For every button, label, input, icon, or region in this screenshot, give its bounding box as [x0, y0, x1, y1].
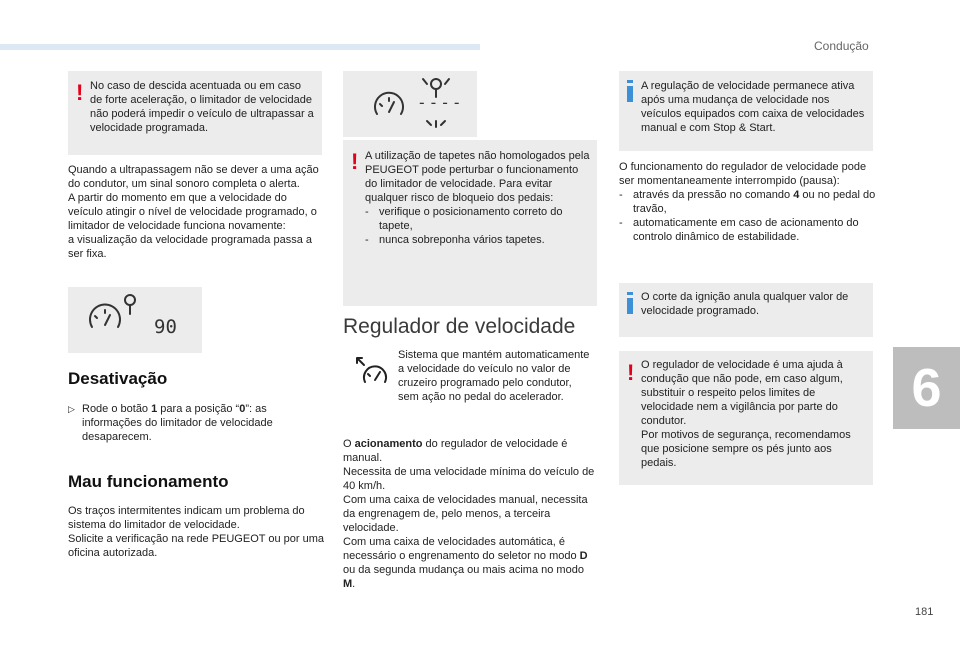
malfunction-heading: Mau funcionamento: [68, 472, 229, 491]
warning-driving-aid-text: [641, 358, 867, 470]
cruise-control-heading: Regulador de velocidade: [343, 315, 576, 338]
speedometer-limit-icon: [68, 287, 202, 353]
para-line: Necessita de uma velocidade mínima do veículo de 40 km/h.: [343, 466, 595, 492]
info-icon: [627, 86, 633, 102]
page-number: 181: [915, 606, 934, 618]
warning-mats-text: [365, 149, 593, 247]
info-text: A regulação de velocidade permanece ativa após uma mudança de velocidade nos veículos equipados com caixa de velocidades manual e com Stop & Start.: [641, 80, 865, 134]
chapter-number: 6: [911, 358, 942, 418]
list-item: - através da pressão no comando 4 ou no pedal do travão,: [619, 189, 876, 215]
para-line: O regulador de velocidade é uma ajuda à condução que não pode, em caso algum, substituir o respeito pelos limites de velocidade nem a vigilância por parte do condutor.: [641, 359, 843, 427]
step-item: ▷ Rode o botão 1 para a posição “0”: as informações do limitador de velocidade desaparecem.: [68, 403, 273, 443]
warning-icon: !: [76, 80, 84, 105]
para-line: Os traços intermitentes indicam um problema do sistema do limitador de velocidade.: [68, 505, 305, 531]
info-icon-dot: [627, 80, 633, 83]
warning-icon: !: [351, 149, 359, 174]
warning-box-driving-aid: [619, 351, 873, 485]
info-icon-dot: [627, 292, 633, 295]
cruise-details: [343, 437, 599, 591]
para-line: Com uma caixa de velocidades manual, necessita da engrenagem de, pelo menos, a terceira velocidade.: [343, 494, 588, 534]
overtake-paragraph: [68, 163, 324, 261]
list-item: - verifique o posicionamento correto do tapete,: [365, 206, 563, 232]
arrow-icon: ▷: [68, 404, 75, 414]
deactivation-step: [68, 402, 324, 444]
pause-paragraph: [619, 160, 877, 244]
list-item: - automaticamente em caso de acionamento do controlo dinâmico de estabilidade.: [619, 217, 859, 243]
speed-value: 90: [154, 316, 177, 338]
dashes-value: ----: [417, 93, 464, 112]
section-header: Condução: [814, 39, 869, 53]
para-line: Com uma caixa de velocidades automática, é necessário o engrenamento do seletor no modo D ou da segunda mudança ou mais acima no modo M.: [343, 536, 588, 590]
warning-icon: !: [627, 360, 635, 385]
info-box-stopstart: [619, 71, 873, 151]
para-line: A utilização de tapetes não homologados pela PEUGEOT pode perturbar o funcionamento do limitador de velocidade. Para evitar qualquer risco de bloqueio dos pedais:: [365, 150, 590, 204]
top-color-bar: [0, 44, 480, 50]
cruise-intro: Sistema que mantém automaticamente a velocidade do veículo no valor de cruzeiro programado pelo condutor, sem ação no pedal do acelerador.: [398, 349, 590, 403]
info-box-ignition: [619, 283, 873, 337]
para-line: A partir do momento em que a velocidade do veículo atingir o nível de velocidade programado, o limitador de velocidade funciona novamente:: [68, 192, 317, 232]
para-line: O acionamento do regulador de velocidade é manual.: [343, 438, 568, 464]
speed-limiter-fault-display: [343, 71, 477, 137]
warning-box-descent: [68, 71, 322, 155]
warning-box-mats: [343, 140, 597, 306]
speed-limiter-display: [68, 287, 202, 353]
cruise-control-icon: [354, 352, 390, 388]
malfunction-text: [68, 504, 324, 560]
list-item: - nunca sobreponha vários tapetes.: [365, 234, 545, 246]
warning-text: No caso de descida acentuada ou em caso de forte aceleração, o limitador de velocidade não poderá impedir o veículo de ultrapassar a velocidade programada.: [90, 80, 314, 134]
para-line: Por motivos de segurança, recomendamos que posicione sempre os pés junto aos pedais.: [641, 429, 851, 469]
deactivation-heading: Desativação: [68, 369, 168, 388]
info-text: O corte da ignição anula qualquer valor de velocidade programado.: [641, 291, 849, 317]
para-line: O funcionamento do regulador de velocidade pode ser momentaneamente interrompido (pausa):: [619, 161, 867, 187]
para-line: a visualização da velocidade programada passa a ser fixa.: [68, 234, 312, 260]
info-icon: [627, 298, 633, 314]
para-line: Solicite a verificação na rede PEUGEOT ou por uma oficina autorizada.: [68, 533, 324, 559]
para-line: Quando a ultrapassagem não se dever a uma ação do condutor, um sinal sonoro completa o alerta.: [68, 164, 319, 190]
